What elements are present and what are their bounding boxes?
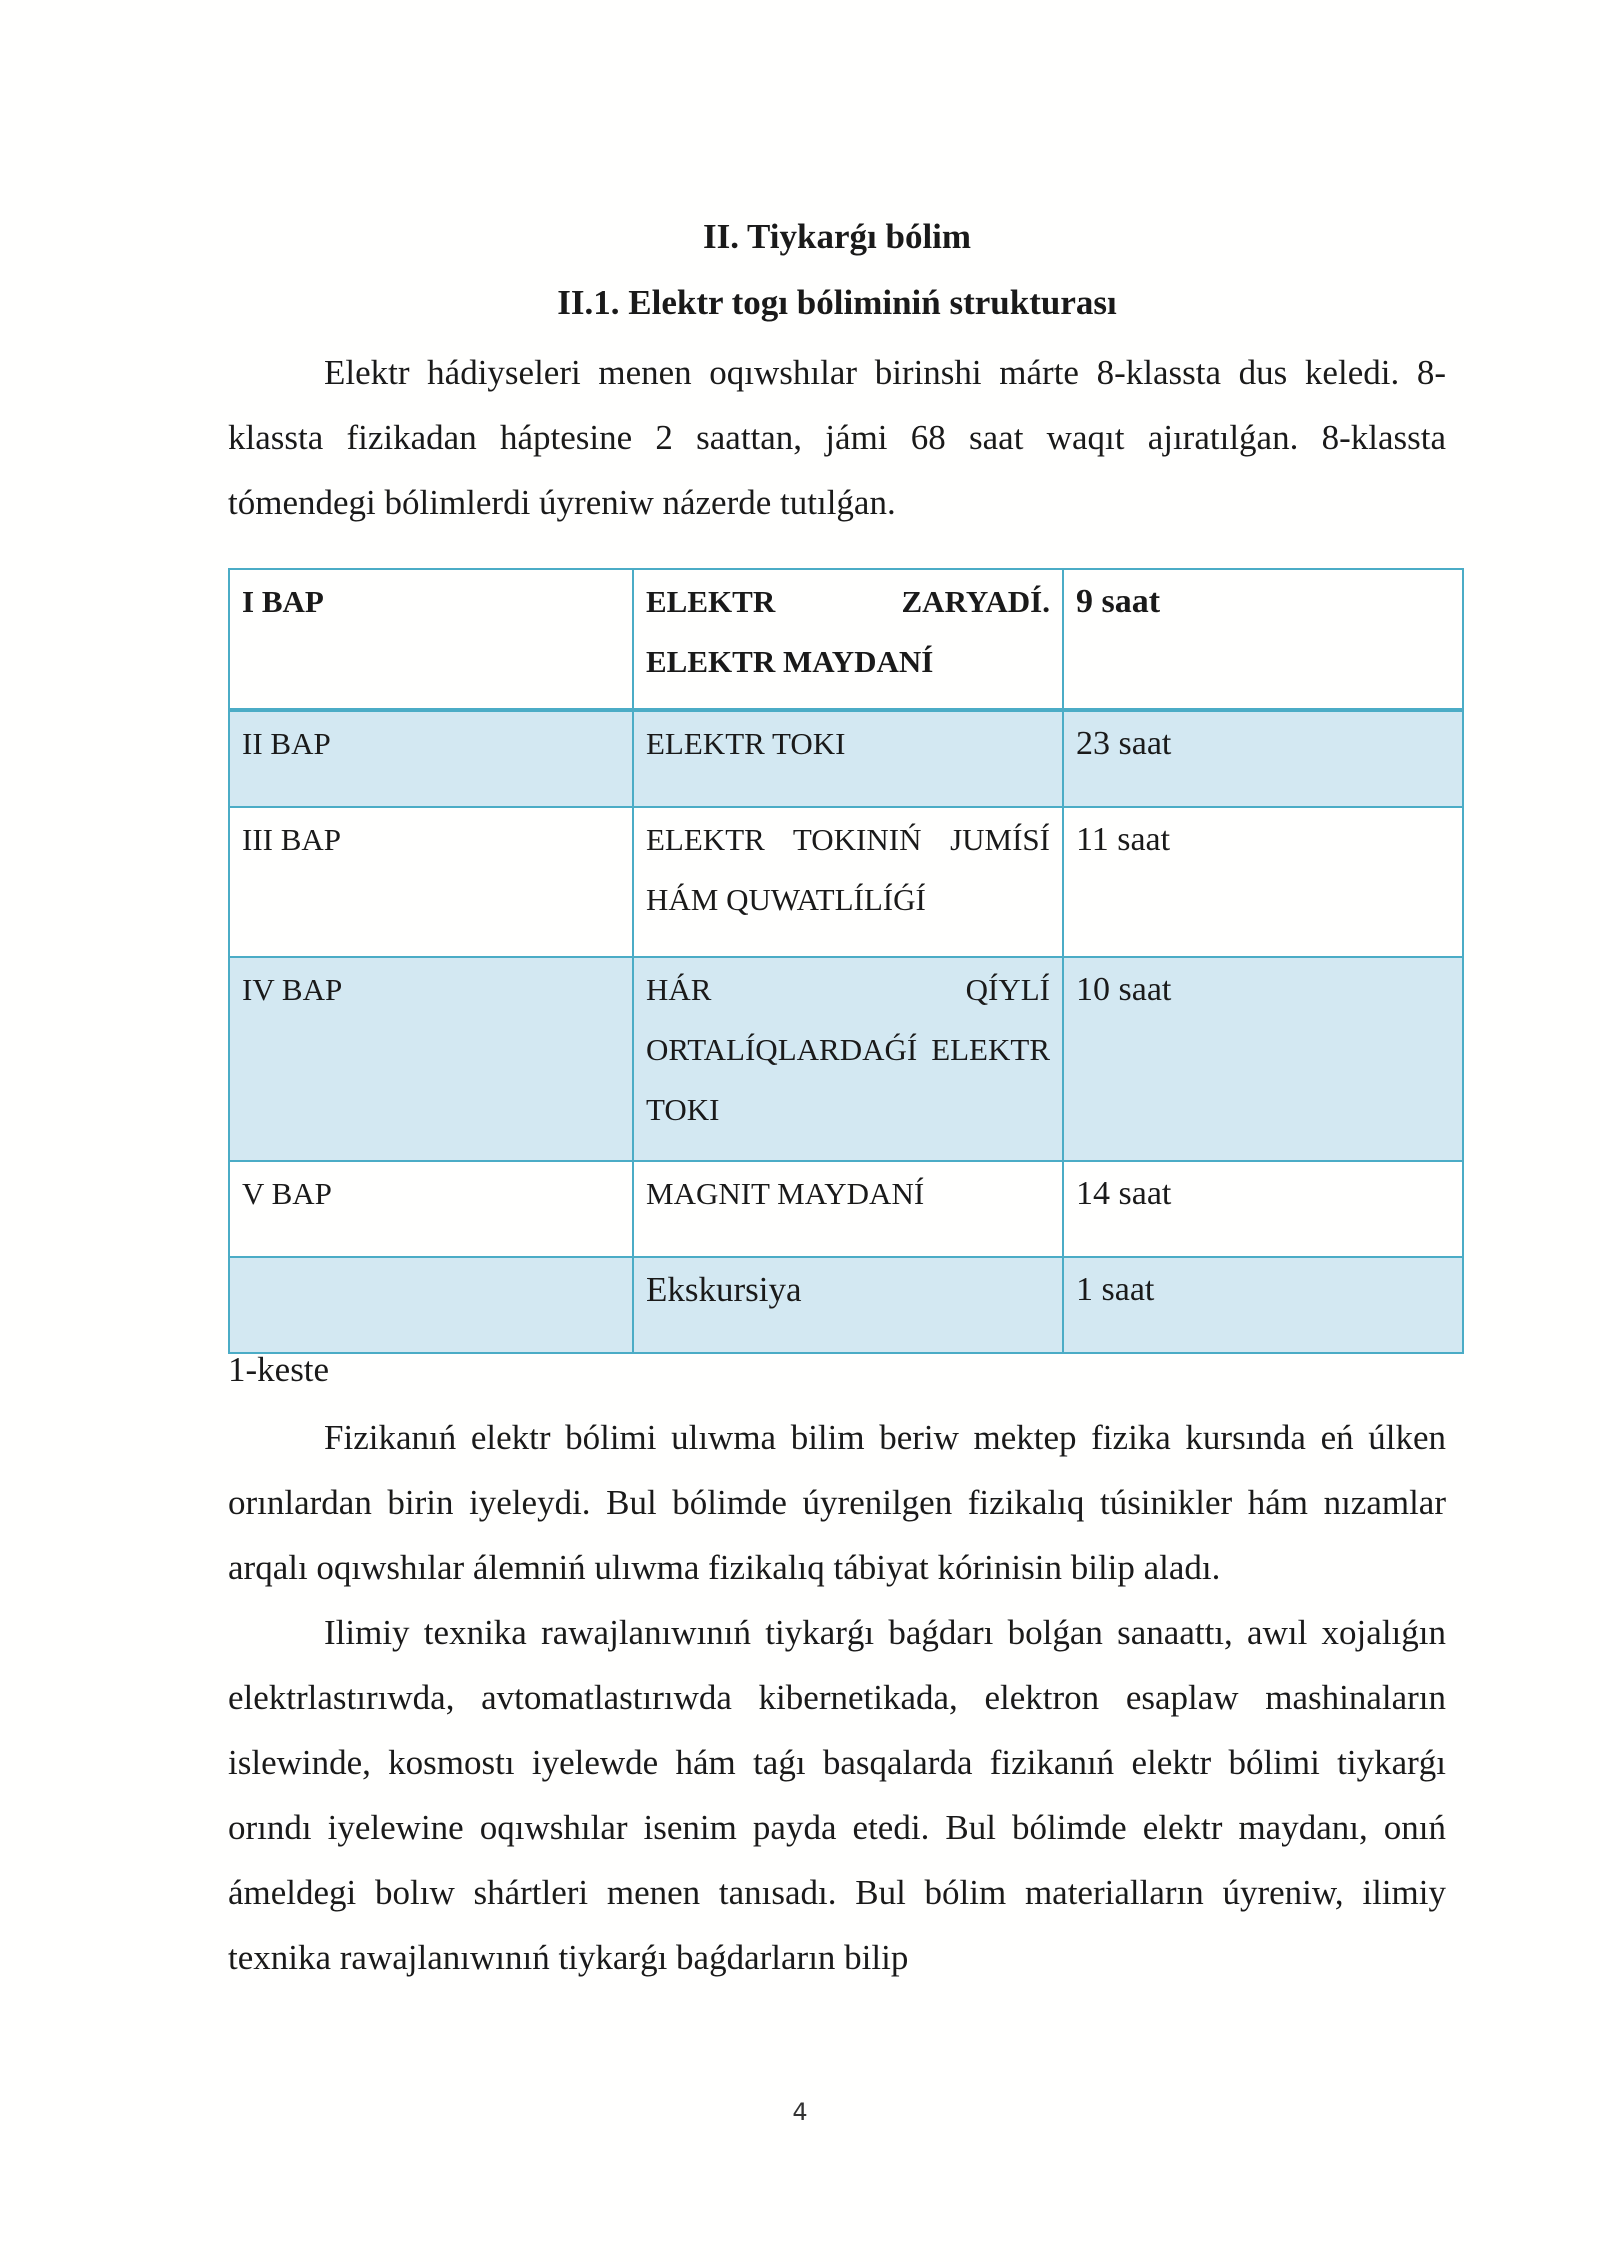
table-row (229, 957, 1463, 1161)
chapter-cell: V BAP (229, 1161, 633, 1257)
topic-cell: ELEKTR TOKI (633, 710, 1063, 807)
topic-cell: ELEKTR TOKINIŃ JUMÍSÍ HÁM QUWATLÍLÍǴÍ (633, 807, 1063, 957)
intro-paragraph: Elektr hádiyseleri menen oqıwshılar birinshi márte 8-klassta dus keledi. 8-klassta fizikadan háptesine 2 saattan, jámi 68 saat waqıt ajıratılǵan. 8-klassta tómendegi bólimlerdi úyreniw názerde tutılǵan. (228, 353, 1446, 522)
page-number: 4 (792, 2098, 808, 2126)
body-paragraph: Fizikanıń elektr bólimi ulıwma bilim beriw mektep fizika kursında eń úlken orınlardan birin iyeleydi. Bul bólimde úyrenilgen fizikalıq túsinikler hám nızamlar arqalı oqıwshılar álemniń ulıwma fizikalıq tábiyat kórinisin bilip aladı. (228, 1418, 1446, 1587)
subsection-heading: II.1. Elektr togı bóliminiń strukturası (557, 283, 1117, 322)
table-row (229, 569, 1463, 710)
table-row (229, 1257, 1463, 1353)
hours-cell: 10 saat (1063, 957, 1463, 1161)
table-row (229, 1161, 1463, 1257)
topic-cell: Ekskursiya (633, 1257, 1063, 1353)
table-caption: 1-keste (228, 1350, 330, 1389)
table-row (229, 710, 1463, 807)
hours-cell: 23 saat (1063, 710, 1463, 807)
chapter-cell: II BAP (229, 710, 633, 807)
topic-cell: ELEKTR ZARYADÍ. ELEKTR MAYDANÍ (633, 569, 1063, 710)
hours-cell: 11 saat (1063, 807, 1463, 957)
table-row (229, 807, 1463, 957)
chapters-table (228, 568, 1464, 1354)
topic-cell: MAGNIT MAYDANÍ (633, 1161, 1063, 1257)
hours-cell: 14 saat (1063, 1161, 1463, 1257)
chapter-cell: IV BAP (229, 957, 633, 1161)
section-heading: II. Tiykarǵı bólim (702, 217, 972, 256)
chapter-cell: III BAP (229, 807, 633, 957)
chapter-cell (229, 1257, 633, 1353)
chapter-cell: I BAP (229, 569, 633, 710)
topic-cell: HÁR QÍYLÍ ORTALÍQLARDAǴÍ ELEKTR TOKI (633, 957, 1063, 1161)
hours-cell: 1 saat (1063, 1257, 1463, 1353)
hours-cell: 9 saat (1063, 569, 1463, 710)
body-paragraph: Ilimiy texnika rawajlanıwınıń tiykarǵı baǵdarı bolǵan sanaattı, awıl xojalıǵın elektrlastırıwda, avtomatlastırıwda kibernetikada, elektron esaplaw mashinaların islewinde, kosmostı iyelewde hám taǵı basqalarda fizikanıń elektr bólimi tiykarǵı orındı iyelewine oqıwshılar isenim payda etedi. Bul bólimde elektr maydanı, onıń ámeldegi bolıw shártleri menen tanısadı. Bul bólim materialların úyreniw, ilimiy texnika rawajlanıwınıń tiykarǵı baǵdarların bilip (228, 1613, 1446, 1977)
